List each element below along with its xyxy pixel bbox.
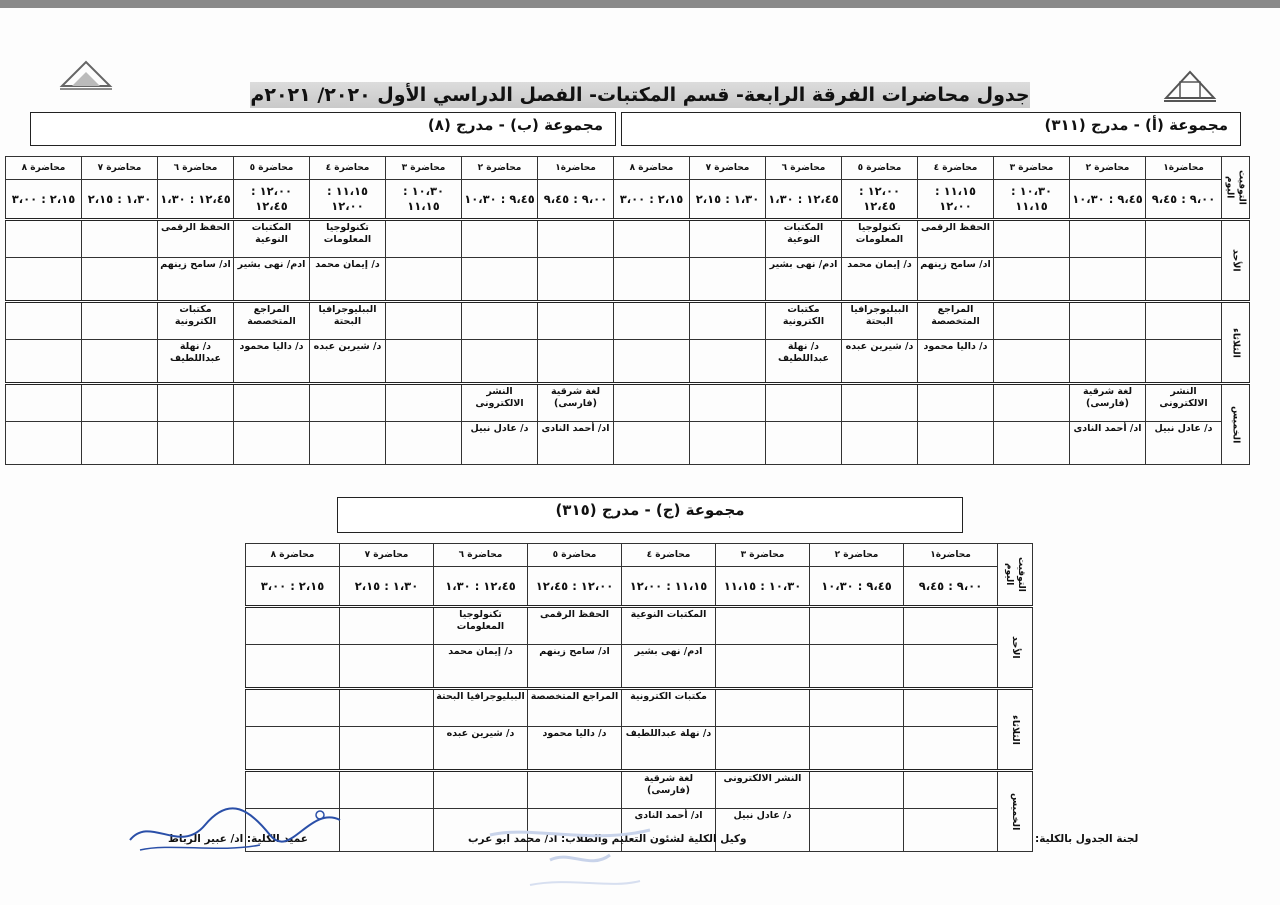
a-professor-cell: د/ شيرين عبده <box>842 340 918 384</box>
a-course-cell <box>1070 220 1146 258</box>
b-course-cell: النشر الالكترونى <box>462 384 538 422</box>
b-course-cell <box>234 384 310 422</box>
b-course-cell: تكنولوجيا المعلومات <box>310 220 386 258</box>
c-time-slot: ١٢،٤٥ : ١،٣٠ <box>434 567 528 607</box>
b-professor-cell <box>6 340 82 384</box>
b-lecture-header: محاضرة ٣ <box>386 157 462 180</box>
a-course-cell <box>614 302 690 340</box>
a-lecture-header: محاضرة ٤ <box>918 157 994 180</box>
ab-corner-label: التوقيت اليوم <box>1222 157 1250 220</box>
c-professor-cell: ادم/ نهى بشير <box>622 645 716 689</box>
scan-top-band <box>0 0 1280 8</box>
c-day-sun: الأحد <box>998 607 1033 689</box>
a-course-cell <box>918 384 994 422</box>
b-professor-cell <box>234 422 310 465</box>
a-course-cell <box>614 220 690 258</box>
b-time-slot: ١،٣٠ : ٢،١٥ <box>82 180 158 220</box>
a-lecture-header: محاضرة ٢ <box>1070 157 1146 180</box>
b-course-cell <box>82 302 158 340</box>
a-course-cell <box>994 220 1070 258</box>
a-course-cell <box>994 302 1070 340</box>
c-professor-cell <box>716 645 810 689</box>
c-time-slot: ١٢،٠٠ : ١٢،٤٥ <box>528 567 622 607</box>
a-course-cell: الحفظ الرقمى <box>918 220 994 258</box>
a-course-cell: النشر الالكترونى <box>1146 384 1222 422</box>
c-lecture-header: محاضرة١ <box>904 544 998 567</box>
c-professor-cell: د/ إيمان محمد <box>434 645 528 689</box>
c-course-cell: الحفظ الرقمى <box>528 607 622 645</box>
b-professor-cell <box>82 258 158 302</box>
a-professor-cell <box>614 340 690 384</box>
faded-stamp-icon <box>470 815 670 895</box>
a-course-cell <box>690 220 766 258</box>
c-course-cell <box>340 689 434 727</box>
a-course-cell <box>766 384 842 422</box>
a-course-cell <box>994 384 1070 422</box>
a-professor-cell: اد/ سامح زينهم <box>918 258 994 302</box>
b-course-cell <box>6 384 82 422</box>
c-course-cell <box>904 607 998 645</box>
b-professor-cell <box>82 422 158 465</box>
faculty-logo-left-icon <box>58 56 114 92</box>
c-professor-cell <box>340 727 434 771</box>
ab-day-thu: الخميس <box>1222 384 1250 465</box>
b-course-cell <box>310 384 386 422</box>
c-time-slot: ٩،٠٠ : ٩،٤٥ <box>904 567 998 607</box>
c-course-cell <box>716 607 810 645</box>
b-professor-cell <box>386 422 462 465</box>
b-course-cell: الحفظ الرقمى <box>158 220 234 258</box>
c-professor-cell: د/ عادل نبيل <box>716 809 810 852</box>
a-time-slot: ١٢،٠٠ : ١٢،٤٥ <box>842 180 918 220</box>
c-professor-cell: د/ داليا محمود <box>528 727 622 771</box>
b-professor-cell: د/ عادل نبيل <box>462 422 538 465</box>
c-lecture-header: محاضرة ٤ <box>622 544 716 567</box>
b-course-cell <box>538 220 614 258</box>
b-lecture-header: محاضرة ٤ <box>310 157 386 180</box>
b-professor-cell: د/ إيمان محمد <box>310 258 386 302</box>
c-professor-cell: د/ نهلة عبداللطيف <box>622 727 716 771</box>
c-course-cell <box>810 771 904 809</box>
a-professor-cell <box>690 422 766 465</box>
b-time-slot: ١١،١٥ : ١٢،٠٠ <box>310 180 386 220</box>
b-course-cell <box>462 302 538 340</box>
b-course-cell: الببليوجرافيا البحتة <box>310 302 386 340</box>
c-time-slot: ١١،١٥ : ١٢،٠٠ <box>622 567 716 607</box>
a-professor-cell <box>1146 258 1222 302</box>
c-professor-cell <box>246 727 340 771</box>
b-lecture-header: محاضرة ٧ <box>82 157 158 180</box>
a-professor-cell <box>842 422 918 465</box>
a-course-cell <box>1070 302 1146 340</box>
b-course-cell <box>82 384 158 422</box>
b-professor-cell <box>386 340 462 384</box>
b-time-slot: ٩،٠٠ : ٩،٤٥ <box>538 180 614 220</box>
a-time-slot: ٩،٠٠ : ٩،٤٥ <box>1146 180 1222 220</box>
c-professor-cell <box>904 727 998 771</box>
a-professor-cell <box>766 422 842 465</box>
b-course-cell: المكتبات النوعية <box>234 220 310 258</box>
b-professor-cell <box>6 258 82 302</box>
b-time-slot: ١٠،٣٠ : ١١،١٥ <box>386 180 462 220</box>
schedule-title: جدول محاضرات الفرقة الرابعة- قسم المكتبات- الفصل الدراسي الأول ٢٠٢٠/ ٢٠٢١م <box>250 84 1030 106</box>
c-professor-cell <box>246 645 340 689</box>
c-course-cell: المراجع المتخصصة <box>528 689 622 727</box>
a-course-cell: تكنولوجيا المعلومات <box>842 220 918 258</box>
b-course-cell <box>82 220 158 258</box>
b-course-cell <box>6 302 82 340</box>
a-lecture-header: محاضرة ٣ <box>994 157 1070 180</box>
c-course-cell <box>528 771 622 809</box>
a-professor-cell <box>994 258 1070 302</box>
c-lecture-header: محاضرة ٦ <box>434 544 528 567</box>
c-day-thu: الخميس <box>998 771 1033 852</box>
c-course-cell: المكتبات النوعية <box>622 607 716 645</box>
c-course-cell <box>904 689 998 727</box>
b-time-slot: ٩،٤٥ : ١٠،٣٠ <box>462 180 538 220</box>
b-professor-cell <box>386 258 462 302</box>
a-time-slot: ٩،٤٥ : ١٠،٣٠ <box>1070 180 1146 220</box>
a-professor-cell <box>994 340 1070 384</box>
a-professor-cell <box>690 340 766 384</box>
a-professor-cell <box>1070 340 1146 384</box>
a-professor-cell: د/ داليا محمود <box>918 340 994 384</box>
a-course-cell: لغة شرقية (فارسى) <box>1070 384 1146 422</box>
b-course-cell: لغة شرقية (فارسى) <box>538 384 614 422</box>
a-professor-cell <box>690 258 766 302</box>
c-professor-cell <box>340 645 434 689</box>
b-course-cell <box>6 220 82 258</box>
a-course-cell <box>1146 302 1222 340</box>
a-course-cell <box>1146 220 1222 258</box>
b-professor-cell <box>310 422 386 465</box>
b-lecture-header: محاضرة ٨ <box>6 157 82 180</box>
a-course-cell: الببليوجرافيا البحتة <box>842 302 918 340</box>
schedule-table-c <box>245 543 1033 852</box>
c-course-cell <box>340 771 434 809</box>
c-lecture-header: محاضرة ٢ <box>810 544 904 567</box>
c-course-cell: الببليوجرافيا البحتة <box>434 689 528 727</box>
a-professor-cell: د/ عادل نبيل <box>1146 422 1222 465</box>
b-course-cell <box>386 384 462 422</box>
b-professor-cell: ادم/ نهى بشير <box>234 258 310 302</box>
a-professor-cell <box>614 258 690 302</box>
schedule-table-ab <box>5 156 1250 465</box>
a-course-cell: المراجع المتخصصة <box>918 302 994 340</box>
a-professor-cell <box>614 422 690 465</box>
c-lecture-header: محاضرة ٣ <box>716 544 810 567</box>
b-course-cell <box>538 302 614 340</box>
a-lecture-header: محاضرة ٦ <box>766 157 842 180</box>
a-time-slot: ١٢،٤٥ : ١،٣٠ <box>766 180 842 220</box>
a-time-slot: ١١،١٥ : ١٢،٠٠ <box>918 180 994 220</box>
b-professor-cell <box>462 340 538 384</box>
c-professor-cell: د/ شيرين عبده <box>434 727 528 771</box>
b-lecture-header: محاضرة ٢ <box>462 157 538 180</box>
b-lecture-header: محاضرة ٥ <box>234 157 310 180</box>
b-professor-cell <box>6 422 82 465</box>
footer-dean: عميد الكلية: اد/ عبير الرباط <box>168 833 308 845</box>
a-professor-cell: ادم/ نهى بشير <box>766 258 842 302</box>
c-lecture-header: محاضرة ٧ <box>340 544 434 567</box>
b-professor-cell <box>538 340 614 384</box>
b-professor-cell: د/ داليا محمود <box>234 340 310 384</box>
a-time-slot: ١،٣٠ : ٢،١٥ <box>690 180 766 220</box>
b-professor-cell <box>538 258 614 302</box>
c-time-slot: ١٠،٣٠ : ١١،١٥ <box>716 567 810 607</box>
c-professor-cell <box>904 645 998 689</box>
a-professor-cell <box>1146 340 1222 384</box>
dean-signature-icon <box>110 795 350 865</box>
a-course-cell <box>690 302 766 340</box>
b-professor-cell: د/ نهلة عبداللطيف <box>158 340 234 384</box>
b-time-slot: ١٢،٠٠ : ١٢،٤٥ <box>234 180 310 220</box>
c-time-slot: ١،٣٠ : ٢،١٥ <box>340 567 434 607</box>
a-professor-cell: اد/ أحمد النادى <box>1070 422 1146 465</box>
c-course-cell: مكتبات الكترونية <box>622 689 716 727</box>
c-time-slot: ٩،٤٥ : ١٠،٣٠ <box>810 567 904 607</box>
c-course-cell: تكنولوجيا المعلومات <box>434 607 528 645</box>
a-time-slot: ١٠،٣٠ : ١١،١٥ <box>994 180 1070 220</box>
c-professor-cell <box>810 727 904 771</box>
c-professor-cell <box>810 645 904 689</box>
c-course-cell <box>716 689 810 727</box>
a-lecture-header: محاضرة ٥ <box>842 157 918 180</box>
c-course-cell: النشر الالكترونى <box>716 771 810 809</box>
c-course-cell <box>340 607 434 645</box>
c-course-cell <box>904 771 998 809</box>
a-course-cell <box>842 384 918 422</box>
c-lecture-header: محاضرة ٥ <box>528 544 622 567</box>
footer-committee: لجنة الجدول بالكلية: <box>1035 833 1139 845</box>
c-course-cell <box>246 689 340 727</box>
c-professor-cell <box>810 809 904 852</box>
c-professor-cell <box>904 809 998 852</box>
a-course-cell <box>690 384 766 422</box>
b-lecture-header: محاضرة ٦ <box>158 157 234 180</box>
b-course-cell <box>386 220 462 258</box>
c-lecture-header: محاضرة ٨ <box>246 544 340 567</box>
b-lecture-header: محاضرة١ <box>538 157 614 180</box>
b-time-slot: ٢،١٥ : ٣،٠٠ <box>6 180 82 220</box>
b-professor-cell: اد/ أحمد النادى <box>538 422 614 465</box>
c-professor-cell <box>716 727 810 771</box>
a-course-cell <box>614 384 690 422</box>
b-professor-cell: د/ شيرين عبده <box>310 340 386 384</box>
group-b-header: مجموعة (ب) - مدرج (٨) <box>30 112 616 146</box>
c-corner-label: التوقيت اليوم <box>998 544 1033 607</box>
b-time-slot: ١٢،٤٥ : ١،٣٠ <box>158 180 234 220</box>
footer-vice-dean: وكيل الكلية لشئون التعليم والطلاب: اد/ محمد ابو عرب <box>468 833 747 845</box>
a-lecture-header: محاضرة ٨ <box>614 157 690 180</box>
c-course-cell <box>246 607 340 645</box>
a-professor-cell <box>994 422 1070 465</box>
c-course-cell: لغة شرقية (فارسى) <box>622 771 716 809</box>
c-professor-cell: اد/ أحمد النادى <box>622 809 716 852</box>
university-logo-right-icon <box>1162 68 1218 104</box>
c-course-cell <box>434 771 528 809</box>
c-course-cell <box>810 689 904 727</box>
c-professor-cell <box>340 809 434 852</box>
b-course-cell <box>158 384 234 422</box>
a-lecture-header: محاضرة ٧ <box>690 157 766 180</box>
c-day-tue: الثلاثاء <box>998 689 1033 771</box>
group-c-header: مجموعة (ج) - مدرج (٣١٥) <box>337 497 963 533</box>
a-professor-cell: د/ إيمان محمد <box>842 258 918 302</box>
c-time-slot: ٢،١٥ : ٣،٠٠ <box>246 567 340 607</box>
b-course-cell <box>386 302 462 340</box>
b-professor-cell <box>158 422 234 465</box>
b-course-cell: المراجع المتخصصة <box>234 302 310 340</box>
b-course-cell <box>462 220 538 258</box>
b-professor-cell <box>462 258 538 302</box>
a-professor-cell: د/ نهلة عبداللطيف <box>766 340 842 384</box>
group-a-header: مجموعة (أ) - مدرج (٣١١) <box>621 112 1241 146</box>
a-professor-cell <box>1070 258 1146 302</box>
a-course-cell: مكتبات الكترونية <box>766 302 842 340</box>
b-professor-cell: اد/ سامح زينهم <box>158 258 234 302</box>
b-course-cell: مكتبات الكترونية <box>158 302 234 340</box>
b-professor-cell <box>82 340 158 384</box>
ab-day-tue: الثلاثاء <box>1222 302 1250 384</box>
a-professor-cell <box>918 422 994 465</box>
ab-day-sun: الأحد <box>1222 220 1250 302</box>
a-time-slot: ٢،١٥ : ٣،٠٠ <box>614 180 690 220</box>
a-course-cell: المكتبات النوعية <box>766 220 842 258</box>
c-professor-cell: اد/ سامح زينهم <box>528 645 622 689</box>
c-course-cell <box>810 607 904 645</box>
a-lecture-header: محاضرة١ <box>1146 157 1222 180</box>
